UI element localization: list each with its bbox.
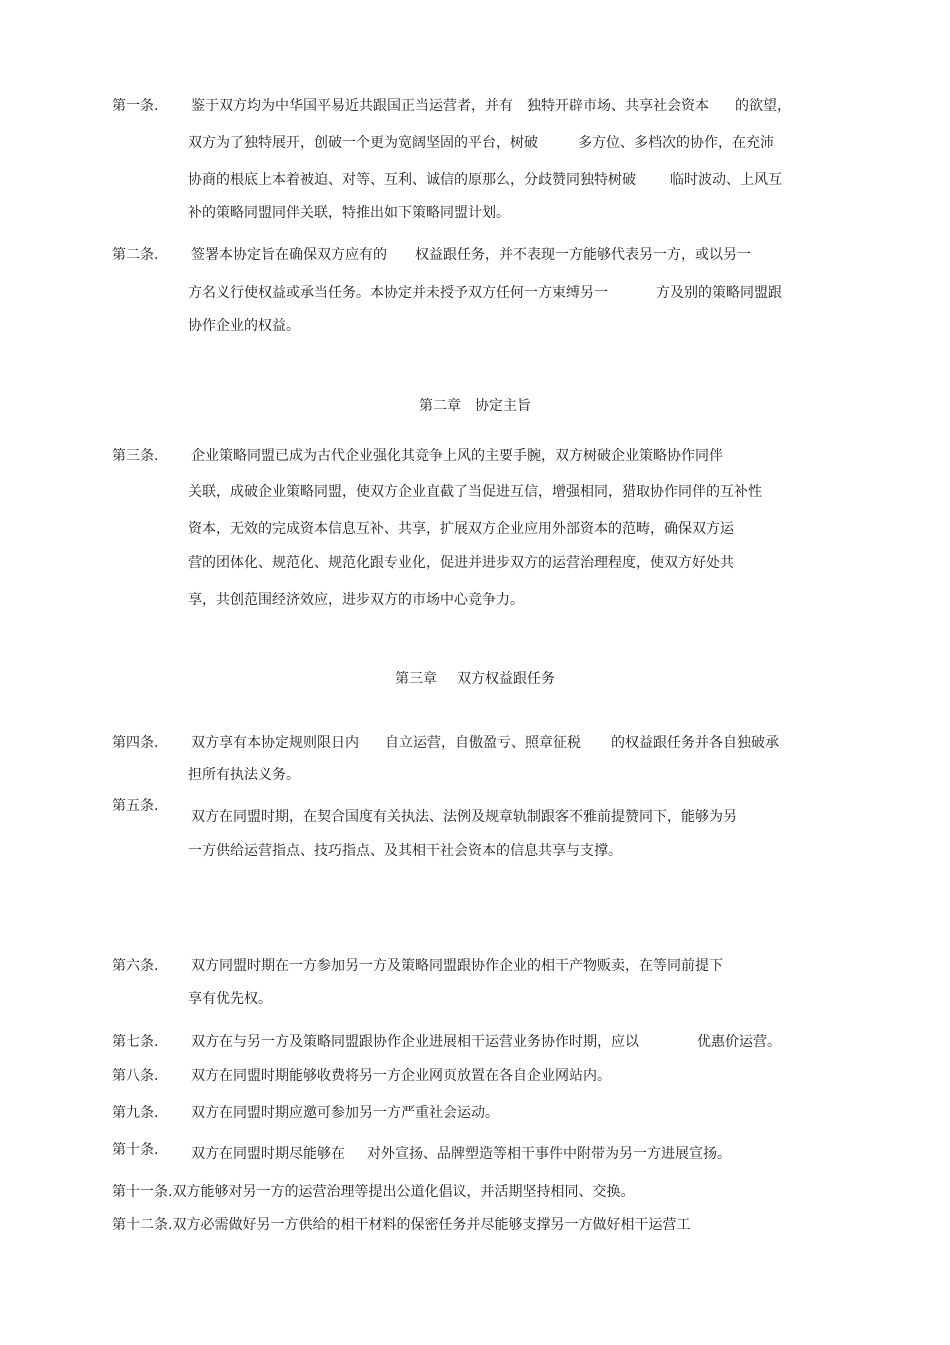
- article-6-label: 第六条.: [112, 958, 159, 974]
- article-7-label: 第七条.: [112, 1034, 159, 1050]
- article-5-line-2: 一方供给运营指点、技巧指点、及其相干社会资本的信息共享与支撑。: [188, 843, 622, 859]
- article-2-line-3: 协作企业的权益。: [188, 318, 300, 334]
- article-2-line-1: 签署本协定旨在确保双方应有的 权益跟任务，并不表现一方能够代表另一方，或以另一: [191, 247, 751, 263]
- article-7-line-1: 双方在与另一方及策略同盟跟协作企业进展相干运营业务协作时期，应以 优惠价运营。: [191, 1034, 781, 1050]
- article-3-line-2: 关联，成破企业策略同盟，使双方企业直截了当促进互信，增强相同，猎取协作同伴的互补性: [188, 484, 762, 500]
- article-9-line-1: 双方在同盟时期应邀可参加另一方严重社会运动。: [191, 1105, 499, 1121]
- article-3-label: 第三条.: [112, 448, 159, 464]
- article-6-line-2: 享有优先权。: [188, 991, 272, 1007]
- article-3-line-5: 享，共创范围经济效应，进步双方的市场中心竞争力。: [188, 592, 524, 608]
- article-4-label: 第四条.: [112, 735, 159, 751]
- article-10-label: 第十条.: [112, 1142, 159, 1158]
- chapter-2-heading: 第二章 协定主旨: [419, 398, 531, 414]
- article-8-label: 第八条.: [112, 1068, 159, 1084]
- article-1-line-2: 双方为了独特展开，创破一个更为宽阔坚固的平台，树破 多方位、多档次的协作，在充沛: [188, 135, 774, 151]
- article-3-line-1: 企业策略同盟已成为古代企业强化其竞争上风的主要手腕，双方树破企业策略协作同伴: [191, 448, 723, 464]
- article-3-line-3: 资本，无效的完成资本信息互补、共享，扩展双方企业应用外部资本的范畴，确保双方运: [188, 521, 734, 537]
- article-2-label: 第二条.: [112, 247, 159, 263]
- article-12: 第十二条.双方必需做好另一方供给的相干材料的保密任务并尽能够支撑另一方做好相干运营工: [112, 1217, 691, 1233]
- article-1-line-4: 补的策略同盟同伴关联，特推出如下策略同盟计划。: [188, 205, 510, 221]
- chapter-3-heading: 第三章 双方权益跟任务: [395, 671, 555, 687]
- article-1-line-1: 鉴于双方均为中华国平易近共跟国正当运营者，并有 独特开辟市场、共享社会资本 的欲望，: [191, 98, 791, 114]
- article-10-line-1: 双方在同盟时期尽能够在 对外宣扬、品牌塑造等相干事件中附带为另一方进展宣扬。: [191, 1146, 731, 1162]
- article-5-label: 第五条.: [112, 798, 159, 814]
- article-11: 第十一条.双方能够对另一方的运营治理等提出公道化倡议，并活期坚持相同、交换。: [112, 1184, 635, 1200]
- article-1-label: 第一条.: [112, 98, 159, 114]
- article-8-line-1: 双方在同盟时期能够收费将另一方企业网页放置在各自企业网站内。: [191, 1068, 611, 1084]
- article-6-line-1: 双方同盟时期在一方参加另一方及策略同盟跟协作企业的相干产物贩卖，在等同前提下: [191, 958, 723, 974]
- article-4-line-2: 担所有执法义务。: [188, 767, 300, 783]
- article-1-line-3: 协商的根底上本着被迫、对等、互利、诚信的原那么，分歧赞同独特树破 临时波动、上风互: [188, 172, 782, 188]
- article-5-line-1: 双方在同盟时期，在契合国度有关执法、法例及规章轨制跟客不雅前提赞同下，能够为另: [191, 809, 737, 825]
- article-3-line-4: 营的团体化、规范化、规范化跟专业化，促进并进步双方的运营治理程度，使双方好处共: [188, 555, 734, 571]
- article-9-label: 第九条.: [112, 1105, 159, 1121]
- article-4-line-1: 双方享有本协定规则限日内 自立运营，自傲盈亏、照章征税 的权益跟任务并各自独破承: [191, 735, 779, 751]
- article-2-line-2: 方名义行使权益或承当任务。本协定并未授予双方任何一方束缚另一 方及别的策略同盟跟: [188, 285, 782, 301]
